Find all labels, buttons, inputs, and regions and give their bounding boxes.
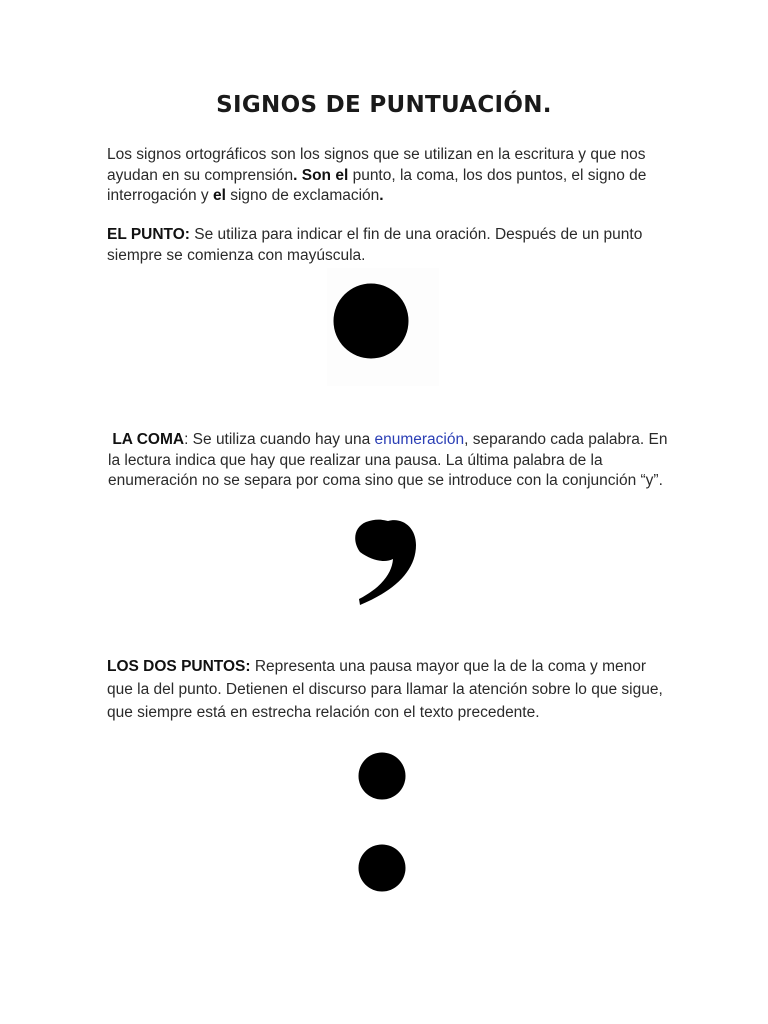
intro-paragraph bbox=[107, 145, 667, 207]
punto-paragraph bbox=[107, 225, 667, 266]
coma-text: , separando cada palabra. En la lectura indica que hay que realizar una pausa. La última palabra de la enumeración no se separa por coma sino que se introduce con la conjunción “y”. bbox=[108, 431, 668, 489]
intro-text: . bbox=[293, 166, 302, 184]
coma-text: : Se utiliza cuando hay una bbox=[184, 431, 375, 448]
dos-puntos-text: Representa una pausa mayor que la de la coma y menor que la del punto. Detienen el discurso para llamar la atención sobre lo que sigue, que siempre está en estrecha relación con el texto precedente. bbox=[107, 658, 663, 721]
intro-text: signo de exclamación bbox=[225, 187, 380, 204]
comma-symbol-icon bbox=[350, 515, 420, 610]
intro-bold: el bbox=[212, 187, 226, 204]
period-symbol-icon bbox=[327, 268, 439, 386]
intro-text: . bbox=[379, 187, 384, 204]
punto-heading: EL PUNTO: bbox=[107, 226, 190, 243]
page-title: SIGNOS DE PUNTUACIÓN. bbox=[216, 92, 552, 118]
intro-text: Los signos ortográficos son los signos que se utilizan en la escritura y que nos ayudan en su comprensión bbox=[107, 146, 646, 184]
dos-puntos-heading: LOS DOS PUNTOS: bbox=[107, 658, 251, 675]
enumeracion-link[interactable]: enumeración bbox=[374, 431, 465, 448]
punto-text: Se utiliza para indicar el fin de una oración. Después de un punto siempre se comienza con mayúscula. bbox=[107, 226, 643, 264]
intro-bold: Son el bbox=[301, 166, 349, 184]
coma-heading: LA COMA bbox=[112, 431, 185, 448]
intro-text: punto, la coma, los dos puntos, el signo de interrogación y bbox=[107, 166, 647, 204]
dos-puntos-paragraph bbox=[107, 655, 667, 724]
colon-symbol-icon bbox=[352, 748, 412, 896]
coma-paragraph bbox=[108, 430, 668, 492]
